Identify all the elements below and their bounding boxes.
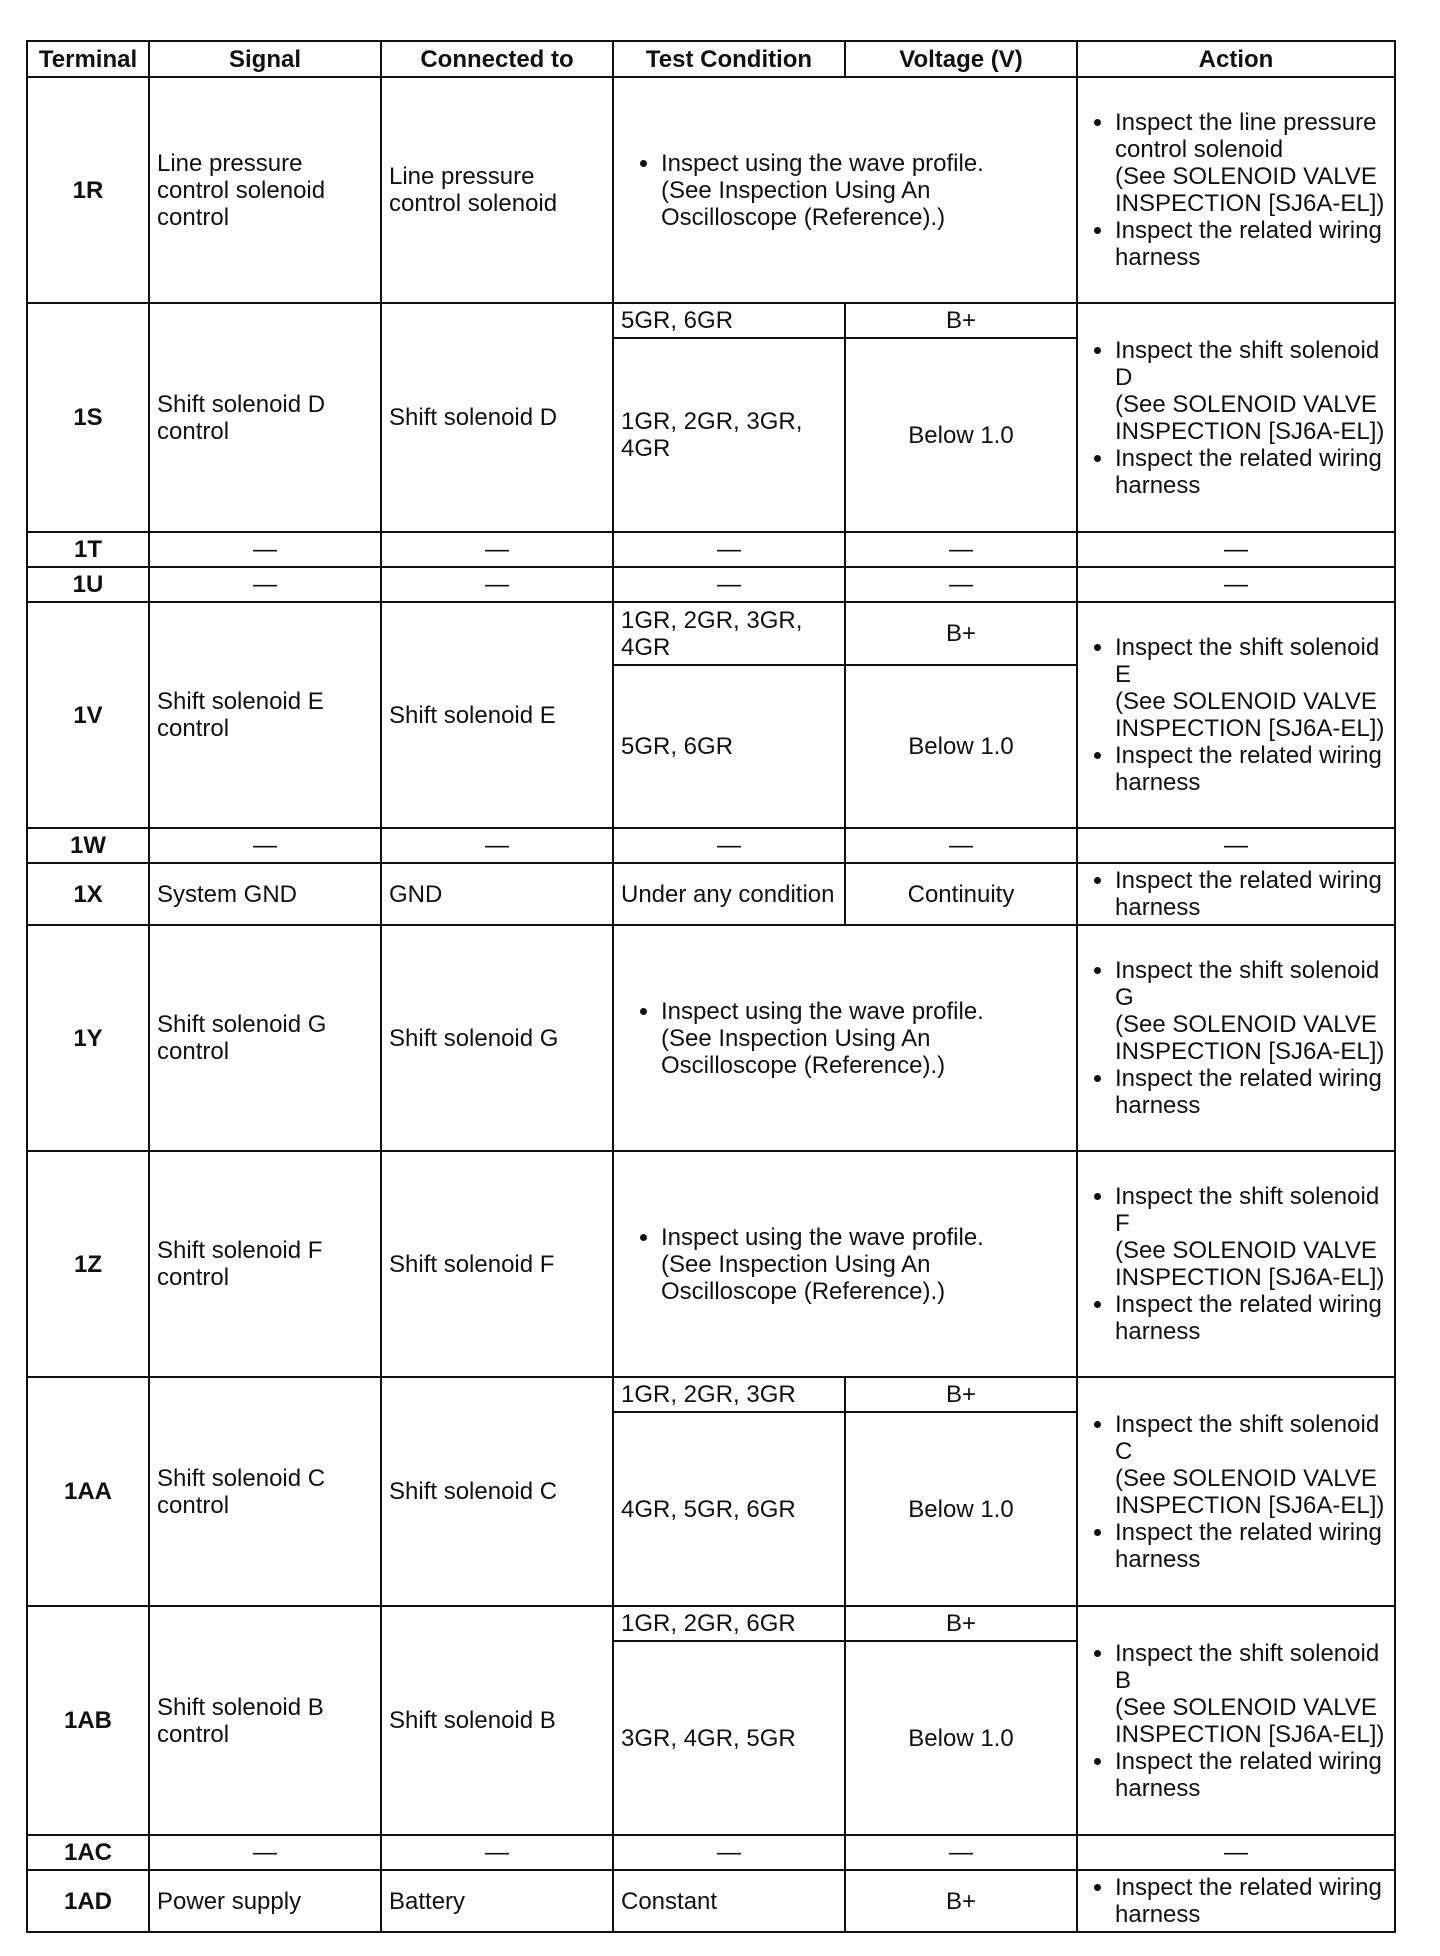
- empty-cell: —: [381, 532, 613, 567]
- empty-cell: —: [845, 1835, 1077, 1870]
- voltage-cell: Below 1.0: [845, 1641, 1077, 1835]
- terminal-cell: 1AC: [27, 1835, 149, 1870]
- voltage-cell: B+: [845, 1377, 1077, 1412]
- header-test-condition: Test Condition: [613, 41, 845, 77]
- table-row: [27, 532, 1395, 567]
- empty-cell: —: [1077, 1835, 1395, 1870]
- signal-cell: Line pressure control solenoid control: [149, 77, 381, 303]
- signal-cell: Shift solenoid B control: [149, 1606, 381, 1835]
- action-item: • Inspect the related wiring harness: [1115, 1874, 1387, 1928]
- terminal-cell: 1Z: [27, 1151, 149, 1377]
- empty-cell: —: [149, 1835, 381, 1870]
- action-cell: [1077, 1870, 1395, 1932]
- action-item: • Inspect the shift solenoid G (See SOLENOID VALVE INSPECTION [SJ6A-EL]): [1115, 957, 1387, 1065]
- signal-cell: Shift solenoid C control: [149, 1377, 381, 1606]
- test-condition-cell: 1GR, 2GR, 3GR, 4GR: [613, 602, 845, 665]
- action-cell: [1077, 863, 1395, 925]
- action-item: • Inspect the related wiring harness: [1115, 1291, 1387, 1345]
- terminal-cell: 1V: [27, 602, 149, 828]
- terminal-cell: 1AD: [27, 1870, 149, 1932]
- test-condition-cell: 1GR, 2GR, 6GR: [613, 1606, 845, 1641]
- test-condition-cell: [613, 1151, 1077, 1377]
- terminal-cell: 1W: [27, 828, 149, 863]
- connected-cell: Shift solenoid E: [381, 602, 613, 828]
- terminal-cell: 1AB: [27, 1606, 149, 1835]
- action-cell: [1077, 1606, 1395, 1835]
- empty-cell: —: [613, 532, 845, 567]
- connected-cell: Shift solenoid G: [381, 925, 613, 1151]
- header-connected-to: Connected to: [381, 41, 613, 77]
- voltage-cell: Below 1.0: [845, 665, 1077, 828]
- action-item: • Inspect the shift solenoid E (See SOLENOID VALVE INSPECTION [SJ6A-EL]): [1115, 634, 1387, 742]
- table-row: [27, 828, 1395, 863]
- header-voltage: Voltage (V): [845, 41, 1077, 77]
- action-item: • Inspect the related wiring harness: [1115, 1065, 1387, 1119]
- test-condition-cell: 3GR, 4GR, 5GR: [613, 1641, 845, 1835]
- terminal-cell: 1AA: [27, 1377, 149, 1606]
- terminal-cell: 1S: [27, 303, 149, 532]
- wave-note: • Inspect using the wave profile. (See Inspection Using An Oscilloscope (Reference).): [661, 998, 1069, 1079]
- table-row: [27, 303, 1395, 338]
- empty-cell: —: [613, 567, 845, 602]
- action-item: • Inspect the related wiring harness: [1115, 217, 1387, 271]
- table-row: [27, 1870, 1395, 1932]
- connected-cell: Line pressure control solenoid: [381, 77, 613, 303]
- voltage-cell: B+: [845, 303, 1077, 338]
- action-cell: [1077, 602, 1395, 828]
- test-condition-cell: [613, 77, 1077, 303]
- empty-cell: —: [381, 828, 613, 863]
- header-action: Action: [1077, 41, 1395, 77]
- terminal-cell: 1X: [27, 863, 149, 925]
- connected-cell: Shift solenoid F: [381, 1151, 613, 1377]
- signal-cell: System GND: [149, 863, 381, 925]
- voltage-cell: B+: [845, 602, 1077, 665]
- terminal-table: [26, 40, 1396, 1933]
- empty-cell: —: [613, 1835, 845, 1870]
- empty-cell: —: [613, 828, 845, 863]
- empty-cell: —: [381, 1835, 613, 1870]
- table-row: [27, 1835, 1395, 1870]
- test-condition-cell: 4GR, 5GR, 6GR: [613, 1412, 845, 1606]
- test-condition-cell: 1GR, 2GR, 3GR, 4GR: [613, 338, 845, 532]
- test-condition-cell: [613, 925, 1077, 1151]
- voltage-cell: B+: [845, 1606, 1077, 1641]
- test-condition-cell: Under any condition: [613, 863, 845, 925]
- table-row: [27, 567, 1395, 602]
- action-item: • Inspect the shift solenoid B (See SOLENOID VALVE INSPECTION [SJ6A-EL]): [1115, 1640, 1387, 1748]
- connected-cell: Shift solenoid B: [381, 1606, 613, 1835]
- empty-cell: —: [149, 532, 381, 567]
- action-item: • Inspect the related wiring harness: [1115, 867, 1387, 921]
- terminal-cell: 1T: [27, 532, 149, 567]
- header-signal: Signal: [149, 41, 381, 77]
- action-item: • Inspect the related wiring harness: [1115, 1519, 1387, 1573]
- voltage-cell: Continuity: [845, 863, 1077, 925]
- wave-note: • Inspect using the wave profile. (See Inspection Using An Oscilloscope (Reference).): [661, 150, 1069, 231]
- action-item: • Inspect the shift solenoid C (See SOLENOID VALVE INSPECTION [SJ6A-EL]): [1115, 1411, 1387, 1519]
- connected-cell: Shift solenoid C: [381, 1377, 613, 1606]
- empty-cell: —: [149, 567, 381, 602]
- empty-cell: —: [381, 567, 613, 602]
- action-cell: [1077, 77, 1395, 303]
- action-item: • Inspect the related wiring harness: [1115, 742, 1387, 796]
- voltage-cell: B+: [845, 1870, 1077, 1932]
- empty-cell: —: [1077, 828, 1395, 863]
- signal-cell: Power supply: [149, 1870, 381, 1932]
- action-cell: [1077, 1377, 1395, 1606]
- connected-cell: GND: [381, 863, 613, 925]
- table-row: [27, 925, 1395, 1151]
- signal-cell: Shift solenoid F control: [149, 1151, 381, 1377]
- terminal-cell: 1U: [27, 567, 149, 602]
- action-item: • Inspect the related wiring harness: [1115, 1748, 1387, 1802]
- voltage-cell: Below 1.0: [845, 338, 1077, 532]
- table-row: [27, 863, 1395, 925]
- test-condition-cell: 5GR, 6GR: [613, 665, 845, 828]
- connected-cell: Battery: [381, 1870, 613, 1932]
- action-item: • Inspect the related wiring harness: [1115, 445, 1387, 499]
- action-cell: [1077, 1151, 1395, 1377]
- table-row: [27, 1151, 1395, 1377]
- table-row: [27, 1606, 1395, 1641]
- empty-cell: —: [1077, 567, 1395, 602]
- action-item: • Inspect the shift solenoid D (See SOLENOID VALVE INSPECTION [SJ6A-EL]): [1115, 337, 1387, 445]
- action-item: • Inspect the line pressure control solenoid (See SOLENOID VALVE INSPECTION [SJ6A-EL]): [1115, 109, 1387, 217]
- connected-cell: Shift solenoid D: [381, 303, 613, 532]
- empty-cell: —: [845, 532, 1077, 567]
- empty-cell: —: [845, 828, 1077, 863]
- terminal-cell: 1Y: [27, 925, 149, 1151]
- voltage-cell: Below 1.0: [845, 1412, 1077, 1606]
- test-condition-cell: Constant: [613, 1870, 845, 1932]
- header-terminal: Terminal: [27, 41, 149, 77]
- table-row: [27, 77, 1395, 303]
- table-row: [27, 1377, 1395, 1412]
- empty-cell: —: [845, 567, 1077, 602]
- signal-cell: Shift solenoid D control: [149, 303, 381, 532]
- empty-cell: —: [149, 828, 381, 863]
- table-row: [27, 602, 1395, 665]
- signal-cell: Shift solenoid G control: [149, 925, 381, 1151]
- terminal-cell: 1R: [27, 77, 149, 303]
- wave-note: • Inspect using the wave profile. (See Inspection Using An Oscilloscope (Reference).): [661, 1224, 1069, 1305]
- action-cell: [1077, 925, 1395, 1151]
- test-condition-cell: 5GR, 6GR: [613, 303, 845, 338]
- empty-cell: —: [1077, 532, 1395, 567]
- header-row: [27, 41, 1395, 77]
- test-condition-cell: 1GR, 2GR, 3GR: [613, 1377, 845, 1412]
- action-item: • Inspect the shift solenoid F (See SOLENOID VALVE INSPECTION [SJ6A-EL]): [1115, 1183, 1387, 1291]
- action-cell: [1077, 303, 1395, 532]
- signal-cell: Shift solenoid E control: [149, 602, 381, 828]
